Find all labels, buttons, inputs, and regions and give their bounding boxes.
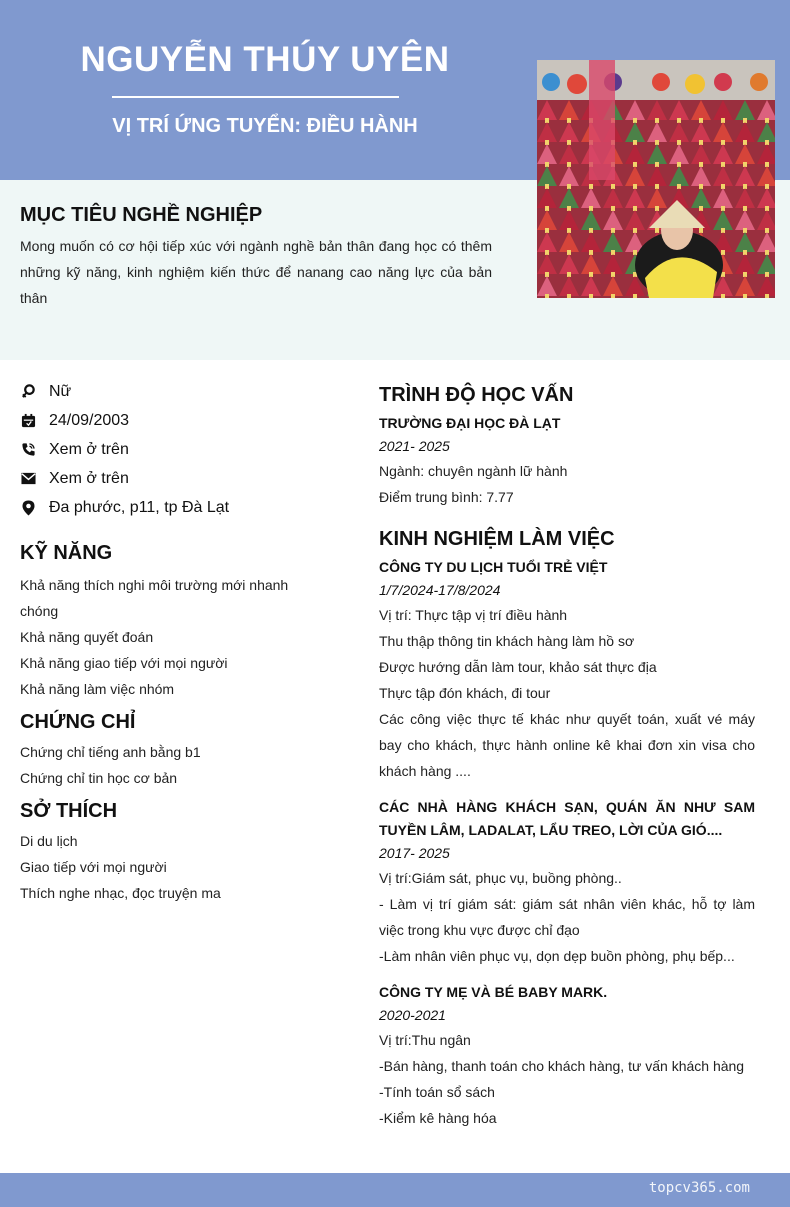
email-value: Xem ở trên bbox=[49, 469, 129, 487]
birthday-value: 24/09/2003 bbox=[49, 411, 130, 429]
left-column bbox=[20, 538, 320, 906]
education-line: Điểm trung bình: 7.77 bbox=[379, 489, 514, 505]
certificate-item: Chứng chỉ tiếng anh bằng b1 bbox=[20, 744, 201, 760]
applied-position: VỊ TRÍ ỨNG TUYỂN: ĐIỀU HÀNH bbox=[112, 115, 418, 137]
job-line: Thu thập thông tin khách hàng làm hồ sơ bbox=[379, 633, 635, 649]
profile-photo bbox=[537, 60, 775, 298]
experience-title: KINH NGHIỆM LÀM VIỆC bbox=[379, 528, 615, 550]
school-name: TRƯỜNG ĐẠI HỌC ĐÀ LẠT bbox=[379, 415, 561, 431]
job-dates: 2020-2021 bbox=[379, 1007, 446, 1023]
phone-value: Xem ở trên bbox=[49, 440, 129, 458]
job-line: Thực tập đón khách, đi tour bbox=[379, 685, 551, 701]
education-dates: 2021- 2025 bbox=[379, 438, 450, 454]
contact-birthday bbox=[20, 406, 340, 435]
contact-phone bbox=[20, 435, 340, 464]
education-line: Ngành: chuyên ngành lữ hành bbox=[379, 463, 568, 479]
education-title: TRÌNH ĐỘ HỌC VẤN bbox=[379, 384, 574, 406]
skill-item: Khả năng thích nghi môi trường mới nhanh chóng bbox=[20, 577, 289, 619]
address-value: Đa phước, p11, tp Đà Lạt bbox=[49, 498, 230, 516]
hobby-item: Di du lịch bbox=[20, 833, 78, 849]
job-line: Vị trí:Thu ngân bbox=[379, 1032, 471, 1048]
hobby-item: Giao tiếp với mọi người bbox=[20, 859, 167, 875]
job-line: Vị trí:Giám sát, phục vụ, buồng phòng.. bbox=[379, 870, 622, 886]
contact-gender bbox=[20, 377, 340, 406]
contact-email bbox=[20, 464, 340, 493]
phone-icon bbox=[20, 442, 36, 458]
skill-item: Khả năng làm việc nhóm bbox=[20, 681, 175, 697]
contact-address bbox=[20, 493, 340, 522]
location-pin-icon bbox=[20, 500, 36, 516]
gender-value: Nữ bbox=[49, 382, 72, 400]
name-divider bbox=[112, 96, 399, 98]
objective-title: MỤC TIÊU NGHỀ NGHIỆP bbox=[20, 204, 263, 226]
job-dates: 2017- 2025 bbox=[379, 845, 450, 861]
footer-watermark: topcv365.com bbox=[648, 1180, 750, 1196]
hobby-item: Thích nghe nhạc, đọc truyện ma bbox=[20, 885, 221, 901]
job-line: -Bán hàng, thanh toán cho khách hàng, tư vấn khách hàng bbox=[379, 1058, 745, 1074]
calendar-icon bbox=[20, 413, 36, 429]
job-line: - Làm vị trí giám sát: giám sát nhân viên khác, hỗ tợ làm việc trong khu vực được chỉ đạo bbox=[379, 896, 755, 938]
job-line: Vị trí: Thực tập vị trí điều hành bbox=[379, 607, 568, 623]
job-line: -Tính toán sổ sách bbox=[379, 1084, 495, 1100]
hobbies-title: SỞ THÍCH bbox=[20, 800, 118, 822]
skill-item: Khả năng quyết đoán bbox=[20, 629, 154, 645]
job-company: CÔNG TY MẸ VÀ BÉ BABY MARK. bbox=[379, 984, 608, 1000]
candidate-name: NGUYỄN THÚY UYÊN bbox=[80, 40, 450, 79]
certificates-title: CHỨNG CHỈ bbox=[20, 711, 136, 733]
contact-list bbox=[20, 377, 340, 522]
skills-title: KỸ NĂNG bbox=[20, 542, 113, 564]
right-column bbox=[379, 380, 755, 1131]
job-line: -Kiểm kê hàng hóa bbox=[379, 1110, 497, 1126]
footer-band bbox=[0, 1173, 790, 1207]
certificate-item: Chứng chỉ tin học cơ bản bbox=[20, 770, 178, 786]
profile-photo-image bbox=[537, 60, 775, 298]
job-line: -Làm nhân viên phục vụ, dọn dẹp buồn phòng, phụ bếp... bbox=[379, 948, 735, 964]
job-line: Được hướng dẫn làm tour, khảo sát thực địa bbox=[379, 659, 657, 675]
job-company: CÁC NHÀ HÀNG KHÁCH SẠN, QUÁN ĂN NHƯ SAM TUYỀN LÂM, LADALAT, LẨU TREO, LỜI CỦA GIÓ.... bbox=[379, 799, 755, 838]
gender-icon bbox=[20, 384, 36, 400]
objective-text: Mong muốn có cơ hội tiếp xúc với ngành nghề bản thân đang học có thêm những kỹ năng, kinh nghiệm kiến thức để nanang cao năng lực của bản thân bbox=[20, 238, 492, 306]
job-line: Các công việc thực tế khác như quyết toán, xuất vé máy bay cho khách, thực hành online kê khai đơn xin visa cho khách hàng .... bbox=[379, 711, 755, 779]
job-dates: 1/7/2024-17/8/2024 bbox=[379, 582, 501, 598]
skill-item: Khả năng giao tiếp với mọi người bbox=[20, 655, 228, 671]
job-company: CÔNG TY DU LỊCH TUỔI TRẺ VIỆT bbox=[379, 559, 608, 575]
email-icon bbox=[20, 471, 36, 487]
